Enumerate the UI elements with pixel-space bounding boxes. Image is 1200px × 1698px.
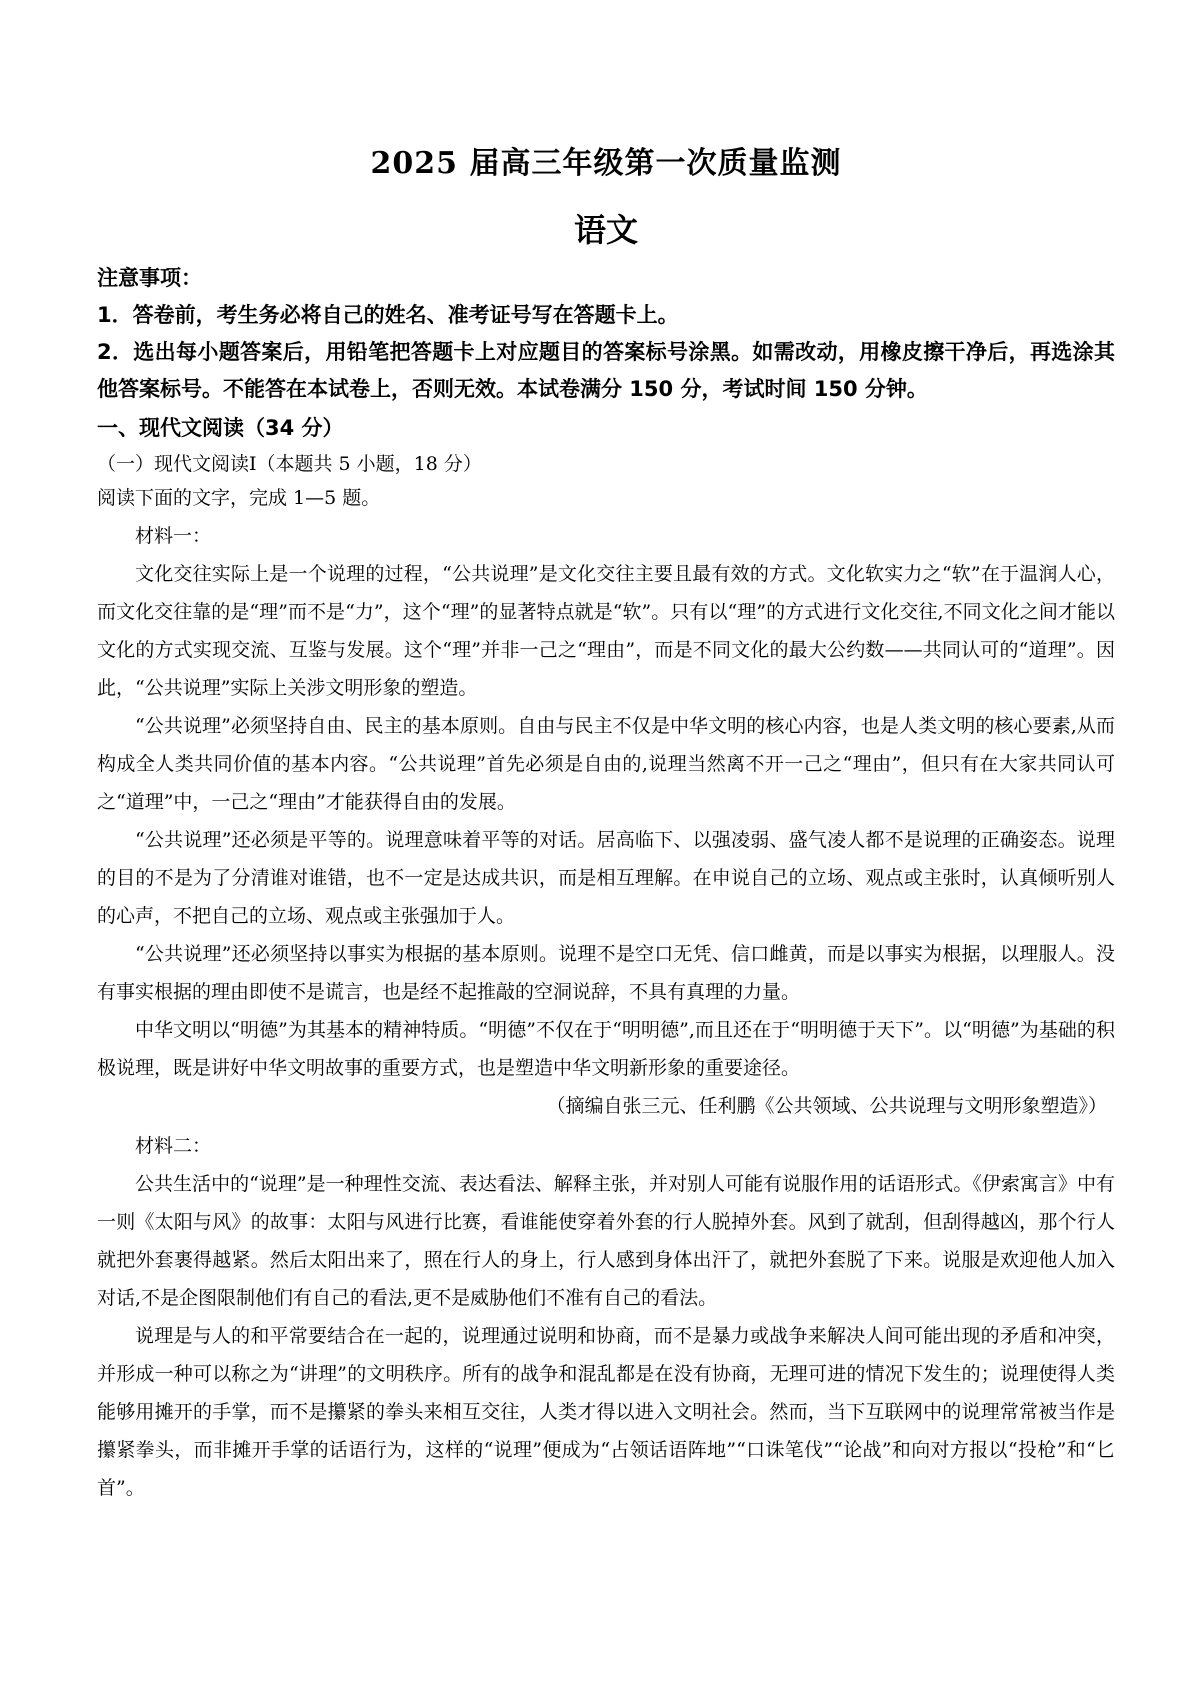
- paragraph: “公共说理”还必须坚持以事实为根据的基本原则。说理不是空口无凭、信口雌黄，而是以事实为根据，以理服人。没有事实根据的理由即使不是谎言，也是经不起推敲的空洞说辞，不具有真理的力量。: [97, 943, 1115, 1003]
- paragraph: 说理是与人的和平常要结合在一起的，说理通过说明和协商，而不是暴力或战争来解决人间可能出现的矛盾和冲突，并形成一种可以称之为“讲理”的文明秩序。所有的战争和混乱都是在没有协商，无理可进的情况下发生的；说理使得人类能够用摊开的手掌，而不是攥紧的拳头来相互交往，人类才得以进入文明社会。然而，当下互联网中的说理常常被当作是攥紧拳头，而非摊开手掌的话语行为，这样的“说理”便成为“占领话语阵地”“口诛笔伐”“论战”和向对方报以“投枪”和“匕首”。: [97, 1325, 1115, 1499]
- section-heading: 一、现代文阅读（34 分）: [97, 416, 344, 440]
- paragraph: 公共生活中的“说理”是一种理性交流、表达看法、解释主张，并对别人可能有说服作用的话语形式。《伊索寓言》中有一则《太阳与风》的故事：太阳与风进行比赛，看谁能使穿着外套的行人脱掉外套。风到了就刮，但刮得越凶，那个行人就把外套裹得越紧。然后太阳出来了，照在行人的身上，行人感到身体出汗了，就把外套脱了下来。说服是欢迎他人加入对话,不是企图限制他们有自己的看法,更不是威胁他们不准有自己的看法。: [97, 1173, 1115, 1309]
- paragraph: 文化交往实际上是一个说理的过程，“公共说理”是文化交往主要且最有效的方式。文化软实力之“软”在于温润人心，而文化交往靠的是“理”而不是“力”，这个“理”的显著特点就是“软”。只有以“理”的方式进行文化交往,不同文化之间才能以文化的方式实现交流、互鉴与发展。这个“理”并非一己之“理由”，而是不同文化的最大公约数——共同认可的“道理”。因此，“公共说理”实际上关涉文明形象的塑造。: [97, 563, 1115, 699]
- paragraph: “公共说理”还必须是平等的。说理意味着平等的对话。居高临下、以强凌弱、盛气凌人都不是说理的正确姿态。说理的目的不是为了分清谁对谁错，也不一定是达成共识，而是相互理解。在申说自己的立场、观点或主张时，认真倾听别人的心声，不把自己的立场、观点或主张强加于人。: [97, 829, 1115, 927]
- notice-block: [97, 260, 1115, 408]
- material-label: 材料二：: [135, 1135, 212, 1157]
- notice-item: 2．选出每小题答案后，用铅笔把答题卡上对应题目的答案标号涂黑。如需改动，用橡皮擦干净后，再选涂其他答案标号。不能答在本试卷上，否则无效。本试卷满分 150 分，考试时间 150 分钟。: [97, 340, 1115, 401]
- material-two: [97, 1127, 1115, 1507]
- reading-instruction: 阅读下面的文字，完成 1—5 题。: [97, 487, 381, 509]
- paragraph: “公共说理”必须坚持自由、民主的基本原则。自由与民主不仅是中华文明的核心内容，也是人类文明的核心要素,从而构成全人类共同价值的基本内容。“公共说理”首先必须是自由的,说理当然离不开一己之“理由”，但只有在大家共同认可之“道理”中，一己之“理由”才能获得自由的发展。: [97, 715, 1115, 813]
- material-one: [97, 517, 1115, 1125]
- paragraph: 中华文明以“明德”为其基本的精神特质。“明德”不仅在于“明明德”,而且还在于“明明德于天下”。以“明德”为基础的积极说理，既是讲好中华文明故事的重要方式，也是塑造中华文明新形象的重要途径。: [97, 1019, 1115, 1079]
- subject-title: 语文: [573, 211, 638, 249]
- exam-title: 2025 届高三年级第一次质量监测: [370, 146, 842, 181]
- source-citation: （摘编自张三元、任利鹏《公共领域、公共说理与文明形象塑造》）: [546, 1095, 1107, 1117]
- notice-item: 1．答卷前，考生务必将自己的姓名、准考证号写在答题卡上。: [97, 303, 679, 327]
- notice-heading: 注意事项：: [97, 266, 202, 290]
- section-subheading: （一）现代文阅读Ⅰ（本题共 5 小题，18 分）: [97, 453, 482, 475]
- material-label: 材料一：: [135, 525, 212, 547]
